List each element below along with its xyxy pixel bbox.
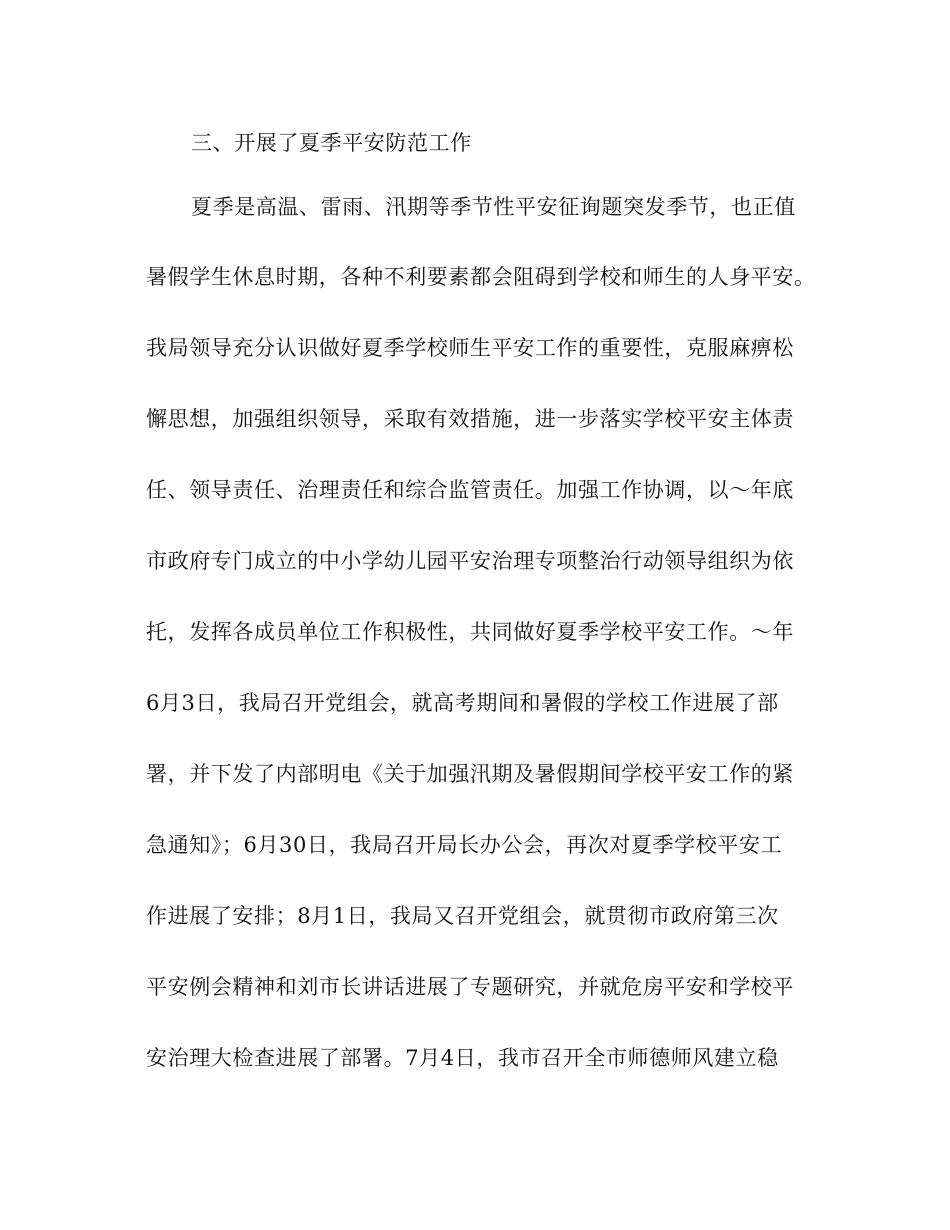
paragraph-line: 6月3日，我局召开党组会，就高考期间和暑假的学校工作进展了部 <box>146 691 779 715</box>
paragraph-line: 市政府专门成立的中小学幼儿园平安治理专项整治行动领导组织为依 <box>146 549 794 573</box>
paragraph-line: 任、领导责任、治理责任和综合监管责任。加强工作协调，以～年底 <box>146 478 794 502</box>
paragraph-line: 我局领导充分认识做好夏季学校师生平安工作的重要性，克服麻痹松 <box>146 336 794 360</box>
paragraph-line: 作进展了安排；8月1日，我局又召开党组会，就贯彻市政府第三次 <box>146 904 779 928</box>
paragraph-line: 安治理大检查进展了部署。7月4日，我市召开全市师德师风建立稳 <box>146 1046 779 1070</box>
paragraph-line: 懈思想，加强组织领导，采取有效措施，进一步落实学校平安主体责 <box>146 407 794 431</box>
paragraph-line: 平安例会精神和刘市长讲话进展了专题研究，并就危房平安和学校平 <box>146 975 794 999</box>
paragraph-line: 暑假学生休息时期，各种不利要素都会阻碍到学校和师生的人身平安。 <box>146 265 816 289</box>
paragraph-line: 急通知》；6月30日，我局召开局长办公会，再次对夏季学校平安工 <box>146 833 783 857</box>
section-heading: 三、开展了夏季平安防范工作 <box>191 131 472 155</box>
paragraph-line: 托，发挥各成员单位工作积极性，共同做好夏季学校平安工作。～年 <box>146 620 794 644</box>
paragraph-line: 署，并下发了内部明电《关于加强汛期及暑假期间学校平安工作的紧 <box>146 762 794 786</box>
paragraph-line: 夏季是高温、雷雨、汛期等季节性平安征询题突发季节，也正值 <box>191 195 796 219</box>
